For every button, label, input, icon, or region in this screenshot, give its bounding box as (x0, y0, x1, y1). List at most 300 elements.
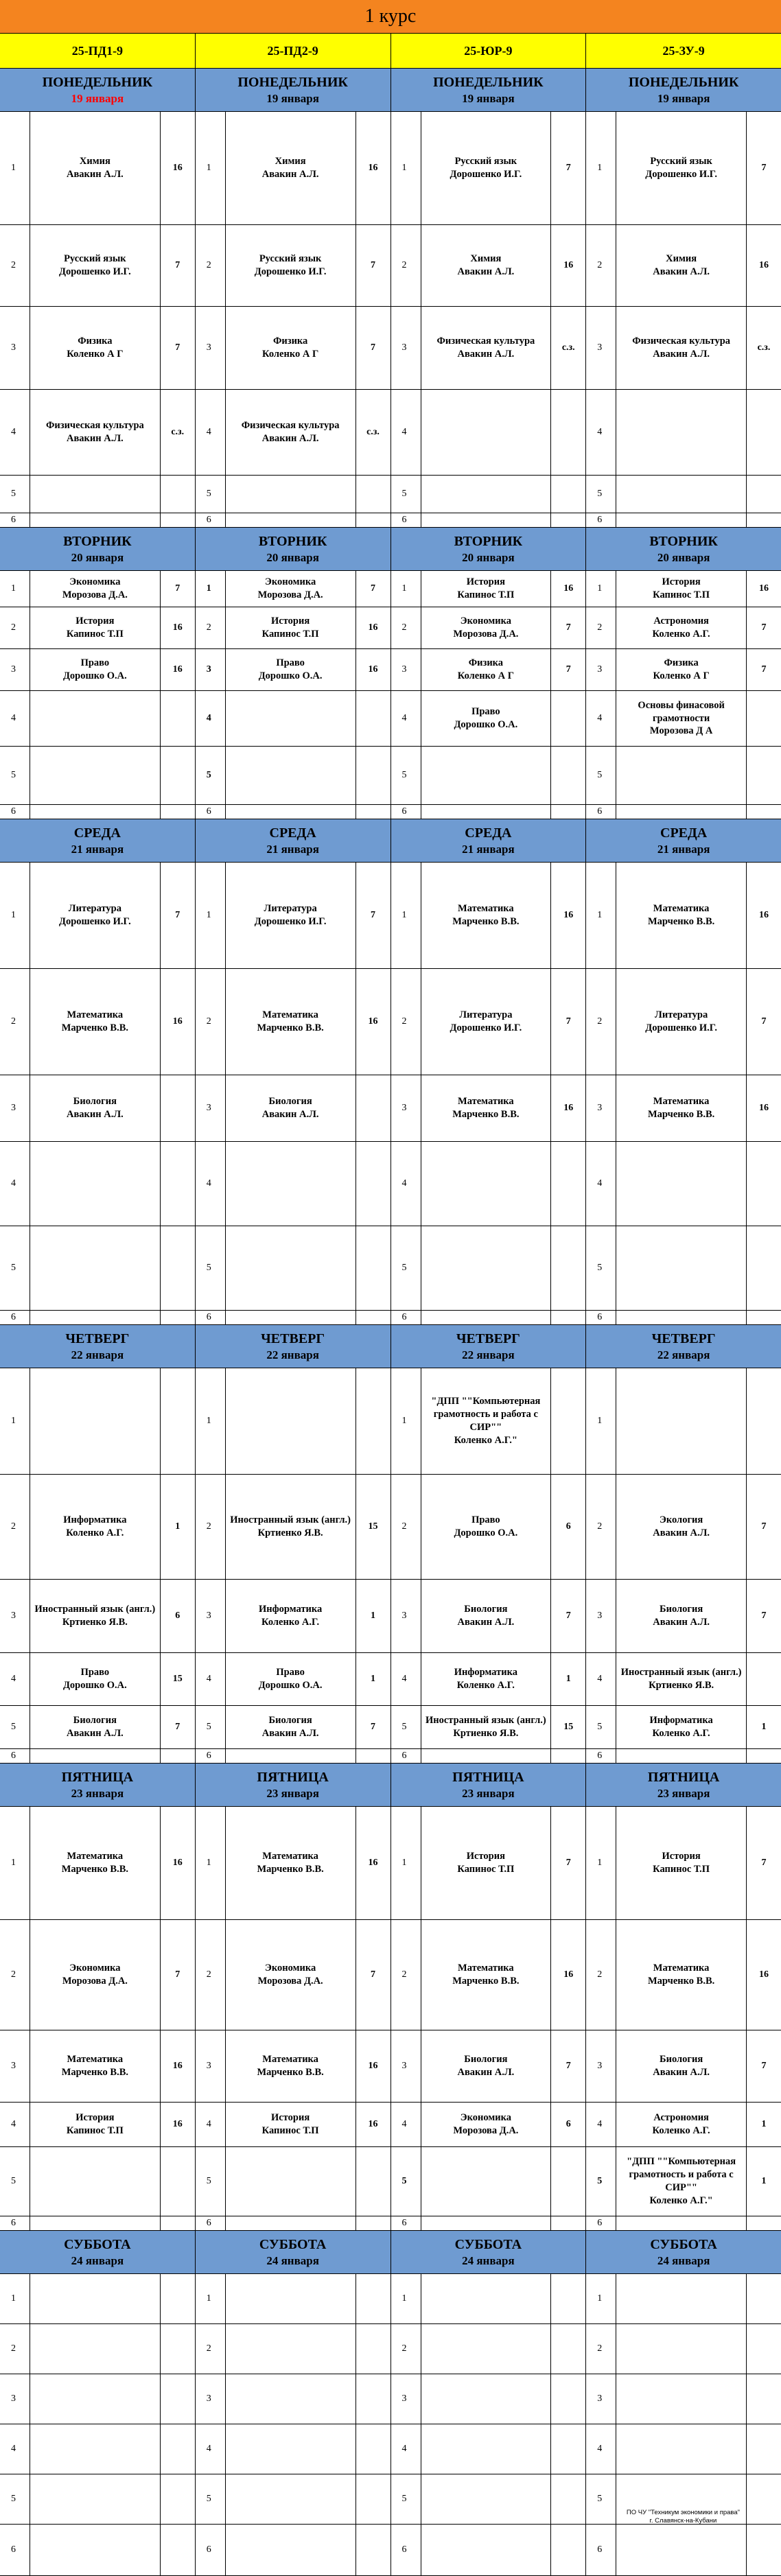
room-number: 16 (172, 1016, 183, 1027)
lesson-info (226, 1311, 356, 1324)
room-number (551, 513, 585, 527)
teacher-name: Дорошко О.А. (454, 1527, 518, 1538)
lesson-number: 6 (0, 2525, 30, 2575)
teacher-name: Коленко А.Г. (261, 1617, 320, 1628)
teacher-name: Дорошко О.А. (454, 719, 518, 730)
lesson-info (421, 969, 552, 1075)
lesson-row (0, 2274, 781, 2324)
lesson-cell (391, 2103, 587, 2146)
lesson-row (0, 1920, 781, 2030)
day-header (391, 1764, 587, 1806)
lesson-number: 2 (391, 969, 421, 1075)
room-number (551, 747, 585, 804)
room-number (551, 1226, 585, 1310)
lesson-number: 4 (196, 390, 226, 475)
lesson-info (30, 571, 161, 607)
room-number: 7 (761, 664, 767, 675)
room-number: 16 (368, 1858, 378, 1868)
lesson-cell (196, 112, 391, 224)
lesson-cell (196, 1807, 391, 1919)
teacher-name: Марченко В.В. (452, 916, 520, 927)
subject-name: Литература (459, 1009, 513, 1021)
lesson-row (0, 691, 781, 747)
room-number (747, 1368, 781, 1474)
room-number: 1 (566, 1674, 571, 1684)
lesson-cell (0, 1368, 196, 1474)
subject-name: Информатика (649, 1715, 713, 1726)
lesson-number: 4 (0, 691, 30, 746)
room-number (356, 2474, 390, 2524)
subject-name: История (466, 1851, 505, 1862)
lesson-cell (196, 2147, 391, 2216)
lesson-row (0, 1653, 781, 1706)
day-section (0, 1764, 781, 2231)
room-number: 16 (172, 664, 183, 675)
room-number: 7 (175, 910, 180, 920)
teacher-name: Авакин А.Л. (261, 169, 319, 180)
lesson-row (0, 1075, 781, 1142)
lesson-info (30, 2216, 161, 2230)
lesson-info (30, 2424, 161, 2474)
lesson-number: 2 (196, 2324, 226, 2374)
room-number: 16 (172, 622, 183, 633)
subject-name: Биология (268, 1715, 312, 1726)
subject-name: Право (276, 657, 305, 669)
lesson-number: 5 (0, 2474, 30, 2524)
lesson-cell (0, 225, 196, 306)
lesson-number: 2 (586, 225, 616, 306)
room-number (551, 805, 585, 819)
lesson-info (226, 2324, 356, 2374)
day-name: СРЕДА (465, 825, 512, 841)
day-header (586, 69, 781, 111)
subject-name: Биология (464, 2054, 508, 2065)
lesson-number: 2 (586, 607, 616, 648)
room-number: 7 (371, 1969, 375, 1980)
lesson-cell (391, 1807, 587, 1919)
lesson-number: 3 (0, 307, 30, 389)
lesson-cell (0, 1311, 196, 1324)
day-date: 23 января (71, 1786, 124, 1800)
lesson-row (0, 2424, 781, 2474)
lesson-info (421, 2424, 552, 2474)
lesson-info (226, 2103, 356, 2146)
subject-name: Биология (464, 1604, 508, 1615)
lesson-number: 1 (0, 2274, 30, 2323)
lesson-number: 2 (586, 1920, 616, 2030)
lesson-info (30, 1580, 161, 1652)
day-date: 22 января (71, 1348, 124, 1361)
lesson-info (616, 2147, 747, 2216)
lesson-cell (196, 225, 391, 306)
room-number (356, 2525, 390, 2575)
lesson-number: 1 (391, 863, 421, 968)
teacher-name: Морозова Д А (649, 725, 713, 737)
lesson-cell (586, 607, 781, 648)
lesson-cell (196, 1920, 391, 2030)
day-header (0, 528, 196, 570)
subject-name: Математика (458, 903, 514, 915)
room-number (356, 1075, 390, 1141)
lesson-number: 6 (391, 1311, 421, 1324)
subject-name: Экология (660, 1514, 703, 1526)
teacher-name: Дорошенко И.Г. (59, 266, 131, 277)
room-number (161, 2374, 195, 2424)
lesson-number: 2 (586, 969, 616, 1075)
room-number (356, 1142, 390, 1226)
lesson-number: 1 (391, 2274, 421, 2323)
lesson-number: 2 (0, 2324, 30, 2374)
teacher-name: Авакин А.Л. (653, 2067, 710, 2078)
lesson-number: 6 (196, 1311, 226, 1324)
room-number: 7 (761, 2061, 767, 2071)
lesson-info (616, 307, 747, 389)
lesson-cell (196, 1142, 391, 1226)
lesson-cell (196, 513, 391, 527)
lesson-number: 3 (586, 2374, 616, 2424)
lesson-info (421, 2274, 552, 2323)
lesson-info (226, 2216, 356, 2230)
room-number: 16 (172, 2061, 183, 2071)
day-header (586, 2231, 781, 2273)
room-number (747, 2525, 781, 2575)
lesson-cell (0, 969, 196, 1075)
lesson-info (421, 2147, 552, 2216)
lesson-number: 6 (391, 513, 421, 527)
day-date: 19 января (266, 91, 319, 105)
lesson-info (30, 747, 161, 804)
lesson-info (226, 1749, 356, 1763)
lesson-cell (586, 1475, 781, 1579)
teacher-name: Марченко В.В. (61, 1864, 128, 1875)
lesson-number: 4 (196, 691, 226, 746)
lesson-cell (391, 390, 587, 475)
lesson-cell (0, 2216, 196, 2230)
lesson-info (30, 863, 161, 968)
teacher-name: Авакин А.Л. (653, 266, 710, 277)
lesson-info (226, 1475, 356, 1579)
teacher-name: Капинос Т.П (261, 629, 319, 640)
lesson-number: 4 (586, 1653, 616, 1705)
room-number (161, 1142, 195, 1226)
lesson-info (421, 1749, 552, 1763)
day-header-row (0, 528, 781, 571)
lesson-cell (0, 2030, 196, 2102)
lesson-cell (196, 2103, 391, 2146)
lesson-number: 3 (391, 649, 421, 690)
lesson-info (226, 390, 356, 475)
subject-name: Информатика (63, 1514, 127, 1526)
room-number (161, 1749, 195, 1763)
teacher-name: Марченко В.В. (648, 916, 715, 927)
room-number (356, 805, 390, 819)
day-header (0, 819, 196, 862)
lesson-number: 2 (391, 607, 421, 648)
lesson-number: 5 (0, 1706, 30, 1748)
lesson-info (226, 2424, 356, 2474)
room-number (551, 2147, 585, 2216)
day-date: 23 января (266, 1786, 319, 1800)
lesson-cell (0, 2374, 196, 2424)
lesson-info (616, 863, 747, 968)
day-date: 22 января (657, 1348, 710, 1361)
lesson-number: 4 (391, 691, 421, 746)
room-number: 16 (368, 1016, 378, 1027)
room-number: 16 (759, 260, 769, 270)
room-number: 7 (371, 583, 375, 594)
lesson-info (616, 1580, 747, 1652)
lesson-info (226, 1142, 356, 1226)
teacher-name: Дорошенко И.Г. (59, 916, 131, 927)
lesson-cell (391, 1749, 587, 1763)
lesson-number: 3 (586, 649, 616, 690)
lesson-cell (196, 969, 391, 1075)
lesson-info (421, 1226, 552, 1310)
room-number (551, 1142, 585, 1226)
lesson-info (616, 1368, 747, 1474)
lesson-number: 5 (196, 747, 226, 804)
lesson-cell (586, 1075, 781, 1141)
lesson-cell (586, 863, 781, 968)
lesson-info (616, 1311, 747, 1324)
room-number (356, 2324, 390, 2374)
room-number (747, 1142, 781, 1226)
lesson-cell (196, 571, 391, 607)
room-number (747, 2324, 781, 2374)
day-header (391, 1325, 587, 1368)
lesson-info (226, 307, 356, 389)
teacher-name: Дорошко О.А. (258, 670, 323, 681)
lesson-cell (586, 1226, 781, 1310)
lesson-number: 2 (196, 1475, 226, 1579)
lesson-cell (0, 476, 196, 513)
lesson-info (616, 805, 747, 819)
lesson-number: 3 (196, 307, 226, 389)
day-name: ПЯТНИЦА (647, 1769, 720, 1785)
subject-name: Русский язык (259, 253, 322, 265)
lesson-info (30, 1749, 161, 1763)
room-number (551, 2474, 585, 2524)
day-section (0, 528, 781, 819)
lesson-number: 5 (196, 1706, 226, 1748)
lesson-cell (586, 747, 781, 804)
subject-name: "ДПП ""Компьютерная грамотность и работа с СИР"" (627, 2156, 736, 2193)
room-number (161, 2525, 195, 2575)
day-header-row (0, 2231, 781, 2274)
lesson-info (421, 2525, 552, 2575)
lesson-info (30, 691, 161, 746)
teacher-name: Капинос Т.П (66, 2125, 124, 2136)
room-number (551, 2424, 585, 2474)
day-name: СУББОТА (64, 2236, 131, 2252)
lesson-number: 3 (0, 1580, 30, 1652)
room-number (161, 2147, 195, 2216)
lesson-info (616, 1226, 747, 1310)
lesson-cell (0, 1807, 196, 1919)
lesson-cell (196, 390, 391, 475)
lesson-number: 4 (0, 1142, 30, 1226)
room-number: с.з. (171, 427, 185, 437)
room-number: 7 (761, 1521, 767, 1532)
lesson-cell (586, 1368, 781, 1474)
lesson-info (226, 747, 356, 804)
lesson-cell (0, 1142, 196, 1226)
lesson-number: 5 (586, 747, 616, 804)
room-number: 7 (175, 1969, 180, 1980)
lesson-info (616, 1749, 747, 1763)
lesson-number: 6 (196, 513, 226, 527)
lesson-row (0, 863, 781, 969)
lesson-cell (586, 691, 781, 746)
lesson-number: 6 (196, 2216, 226, 2230)
lesson-number: 4 (391, 2103, 421, 2146)
subject-name: Право (276, 1667, 305, 1678)
room-number (747, 390, 781, 475)
lesson-number: 3 (196, 1580, 226, 1652)
teacher-name: Марченко В.В. (61, 1022, 128, 1033)
lesson-info (421, 513, 552, 527)
lesson-info (421, 2216, 552, 2230)
footer-line-1: ПО ЧУ "Техникум экономики и права" (626, 2509, 740, 2516)
lesson-number: 1 (196, 1807, 226, 1919)
lesson-cell (586, 1311, 781, 1324)
room-number (551, 2374, 585, 2424)
lesson-cell (586, 390, 781, 475)
lesson-number: 4 (0, 2424, 30, 2474)
lesson-cell (0, 1920, 196, 2030)
room-number: 1 (761, 2119, 767, 2129)
room-number: 16 (368, 664, 378, 675)
lesson-cell (0, 307, 196, 389)
lesson-info (226, 1075, 356, 1141)
lesson-info (616, 1807, 747, 1919)
lesson-number: 4 (0, 2103, 30, 2146)
lesson-info (226, 2474, 356, 2524)
lesson-info (226, 476, 356, 513)
lesson-info (30, 805, 161, 819)
room-number: 7 (175, 260, 180, 270)
lesson-info (30, 476, 161, 513)
lesson-cell (196, 2030, 391, 2102)
day-date: 20 января (657, 550, 710, 564)
lesson-number: 6 (196, 2525, 226, 2575)
lesson-info (421, 805, 552, 819)
lesson-row (0, 476, 781, 513)
lesson-info (226, 863, 356, 968)
lesson-number: 3 (0, 1075, 30, 1141)
lesson-number: 6 (0, 805, 30, 819)
lesson-number: 4 (391, 390, 421, 475)
lesson-info (30, 1653, 161, 1705)
lesson-cell (0, 513, 196, 527)
day-date: 20 января (71, 550, 124, 564)
lesson-number: 1 (391, 1807, 421, 1919)
lesson-cell (391, 1920, 587, 2030)
teacher-name: Коленко А.Г. (456, 1680, 515, 1691)
room-number (356, 476, 390, 513)
lesson-info (421, 2374, 552, 2424)
room-number: 16 (172, 1858, 183, 1868)
room-number (747, 691, 781, 746)
day-name: ЧЕТВЕРГ (65, 1331, 130, 1346)
subject-name: История (75, 616, 115, 627)
lesson-number: 4 (586, 691, 616, 746)
room-number (161, 1075, 195, 1141)
lesson-info (616, 747, 747, 804)
day-name: СУББОТА (650, 2236, 717, 2252)
lesson-number: 5 (391, 2474, 421, 2524)
lesson-cell (196, 1311, 391, 1324)
lesson-cell (586, 225, 781, 306)
subject-name: Химия (275, 156, 306, 167)
day-date: 21 января (657, 842, 710, 856)
lesson-number: 4 (196, 2103, 226, 2146)
lesson-number: 5 (196, 1226, 226, 1310)
lesson-number: 4 (196, 1653, 226, 1705)
room-number: 16 (172, 163, 183, 173)
lesson-info (30, 307, 161, 389)
lesson-info (30, 607, 161, 648)
subject-name: Право (471, 1514, 500, 1526)
lesson-cell (391, 2424, 587, 2474)
room-number: 16 (563, 260, 574, 270)
lesson-row (0, 1706, 781, 1749)
subject-name: Иностранный язык (англ.) (425, 1715, 546, 1726)
lesson-info (421, 307, 552, 389)
lesson-cell (586, 1706, 781, 1748)
teacher-name: Марченко В.В. (257, 1864, 324, 1875)
lesson-info (421, 225, 552, 306)
teacher-name: Капинос Т.П (653, 1864, 710, 1875)
subject-name: Физическая культура (45, 420, 144, 432)
lesson-number: 3 (196, 2374, 226, 2424)
subject-name: Физика (468, 657, 504, 669)
teacher-name: Коленко А.Г." (649, 2194, 713, 2206)
room-number (747, 747, 781, 804)
lesson-number: 1 (196, 112, 226, 224)
teacher-name: Кртиенко Я.В. (453, 1728, 519, 1739)
subject-name: Химия (79, 156, 110, 167)
room-number: 16 (563, 1103, 574, 1113)
lesson-number: 5 (586, 1706, 616, 1748)
room-number: 1 (371, 1674, 375, 1684)
lesson-cell (196, 2324, 391, 2374)
lesson-row (0, 969, 781, 1075)
lesson-info (616, 2374, 747, 2424)
lesson-info (30, 1311, 161, 1324)
lesson-cell (586, 2216, 781, 2230)
lesson-info (226, 2274, 356, 2323)
lesson-number: 2 (196, 1920, 226, 2030)
lesson-number: 1 (586, 863, 616, 968)
subject-name: Иностранный язык (англ.) (230, 1514, 351, 1526)
lesson-number: 4 (0, 390, 30, 475)
day-header (0, 2231, 196, 2273)
lesson-cell (586, 1142, 781, 1226)
lesson-cell (586, 307, 781, 389)
subject-name: "ДПП ""Компьютерная грамотность и работа с СИР"" (431, 1396, 541, 1433)
lesson-cell (196, 1075, 391, 1141)
day-header (0, 1325, 196, 1368)
teacher-name: Дорошенко И.Г. (254, 916, 327, 927)
lesson-info (616, 112, 747, 224)
lesson-info (421, 2324, 552, 2374)
room-number: с.з. (757, 342, 771, 353)
lesson-cell (586, 649, 781, 690)
lesson-cell (391, 649, 587, 690)
lesson-row (0, 805, 781, 819)
day-header (586, 1325, 781, 1368)
